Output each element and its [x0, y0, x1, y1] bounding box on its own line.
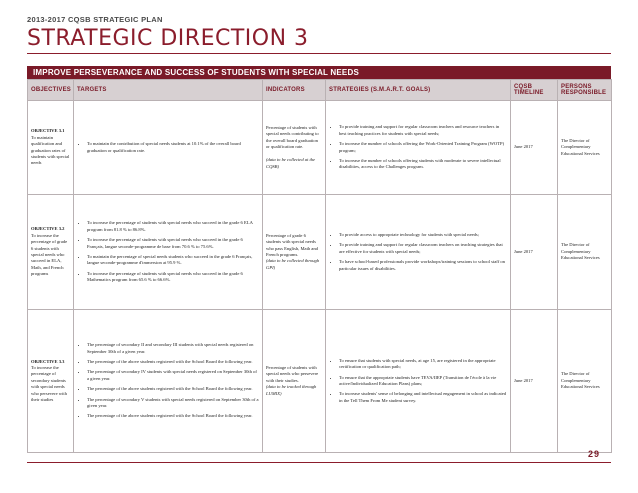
list-item: • To increase the percentage of students with special needs who succeed in the grade 6 Mathematics program from 65.6 % to 66.6%. [87, 271, 259, 284]
list-item: • The percentage of the above students registered with the School Board the following year. [87, 386, 259, 392]
targets-cell [74, 101, 263, 195]
list-item: • To increase the number of schools offering the Work-Oriented Training Program (WOTP) program; [339, 141, 507, 154]
targets-cell [74, 195, 263, 310]
objective-text: To increase the percentage of grade 6 students with special needs who succeed in ELA, Math, and French programs [31, 232, 68, 277]
timeline-cell: June 2017 [511, 101, 558, 195]
col-timeline: CQSB TIMELINE [511, 80, 558, 101]
indicator-text: Percentage of grade 6 students with special needs who pass English, Math and French programs. [266, 232, 318, 257]
responsible-cell: The Director of Complementary Educational Services [558, 101, 612, 195]
objective-title: OBJECTIVE 3.3 [31, 358, 65, 364]
strategies-list [329, 124, 507, 170]
targets-cell [74, 310, 263, 453]
col-targets: TARGETS [74, 80, 263, 101]
list-item: • To maintain the percentage of special needs students who succeed in the grade 6 Français, langue seconde-programme d'immersion at 95.9 %. [87, 254, 259, 267]
timeline-cell: June 2017 [511, 310, 558, 453]
list-item: • To have school-based professionals provide workshops/training sessions to school staff on particular issues of disabilities. [339, 259, 507, 272]
objective-text: To increase the percentage of secondary students with special needs who persevere with their studies [31, 364, 67, 403]
page-title: STRATEGIC DIRECTION 3 [27, 26, 309, 51]
list-item: • The percentage of the above students registered with the School Board the following year. [87, 413, 259, 419]
list-item: • The percentage of secondary V students with special needs registered on September 30th of a given year. [87, 397, 259, 410]
list-item: • To ensure that the appropriate students have TEVA/IIEP (Transition de l'école à la vie active/Individualized Education Plans) plans; [339, 375, 507, 388]
strategy-table [27, 79, 612, 453]
list-item: • To increase the percentage of students with special needs who succeed in the grade 6 ELA program from 81.8 % to 86.8%. [87, 220, 259, 233]
list-item: • The percentage of the above students registered with the School Board the following year. [87, 359, 259, 365]
timeline-cell: June 2017 [511, 195, 558, 310]
indicator-cell [263, 195, 326, 310]
strategies-list [329, 232, 507, 272]
list-item: • To provide training and support for regular classroom teachers on teaching strategies that are effective for students with special needs; [339, 242, 507, 255]
list-item: • To provide training and support for regular classroom teachers and resource teachers in best teaching practices for students with special needs; [339, 124, 507, 137]
indicator-text: Percentage of students with special needs contributing to the overall board graduation or qualification rate. [266, 125, 319, 150]
list-item: • The percentage of secondary II and secondary III students with special needs registered on September 30th of a given year. [87, 342, 259, 355]
col-indicators: INDICATORS [263, 80, 326, 101]
col-responsible: PERSONS RESPONSIBLE [558, 80, 612, 101]
targets-list [77, 342, 259, 420]
indicator-note: (data to be tracked through LUMIX) [266, 384, 317, 396]
title-divider [27, 53, 611, 54]
col-strategies: STRATEGIES (S.M.A.R.T. GOALS) [326, 80, 511, 101]
objective-cell [28, 101, 74, 195]
list-item: • To increase students' sense of belonging and intellectual engagement in school as indicated in the Tell Them From Me student survey. [339, 391, 507, 404]
list-item: • To provide access to appropriate technology for students with special needs; [339, 232, 507, 238]
strategies-list [329, 358, 507, 404]
strategies-cell [326, 101, 511, 195]
objective-cell [28, 195, 74, 310]
section-band: IMPROVE PERSEVERANCE AND SUCCESS OF STUDENTS WITH SPECIAL NEEDS [27, 66, 611, 79]
objective-title: OBJECTIVE 3.1 [31, 128, 65, 134]
objective-cell [28, 310, 74, 453]
indicator-note: (data to be collected through GPI) [266, 258, 320, 270]
indicator-cell [263, 310, 326, 453]
objective-title: OBJECTIVE 3.2 [31, 226, 65, 232]
targets-list [77, 141, 259, 154]
indicator-note: (data to be collected at the CQSB) [266, 157, 316, 169]
indicator-text: Percentage of students with special needs who persevere with their studies. [266, 364, 319, 383]
table-row [28, 195, 612, 310]
responsible-cell: The Director of Complementary Educational Services [558, 195, 612, 310]
strategies-cell [326, 195, 511, 310]
footer-divider [27, 462, 611, 463]
table-header-row [28, 80, 612, 101]
indicator-cell [263, 101, 326, 195]
objective-text: To maintain qualification and graduation rates of students with special needs [31, 134, 70, 166]
targets-list [77, 220, 259, 283]
table-row [28, 310, 612, 453]
list-item: • The percentage of secondary IV students with special needs registered on September 30th of a given year. [87, 369, 259, 382]
plan-label: 2013-2017 CQSB STRATEGIC PLAN [27, 15, 163, 24]
list-item: • To maintain the contribution of special needs students at 10.1% of the overall board graduation or qualification rate. [87, 141, 259, 154]
table-row [28, 101, 612, 195]
strategies-cell [326, 310, 511, 453]
list-item: • To increase the percentage of students with special needs who succeed in the grade 6 Français, langue seconde-programme de base from 70.6 % to 75.6%. [87, 237, 259, 250]
page-number: 29 [588, 449, 601, 459]
responsible-cell: The Director of Complementary Educational Services [558, 310, 612, 453]
list-item: • To ensure that students with special needs, at age 15, are registered in the appropriate certification or qualification path; [339, 358, 507, 371]
col-objectives: OBJECTIVES [28, 80, 74, 101]
list-item: • To increase the number of schools offering students with moderate to severe intellectual disabilities, access to the Challenges program. [339, 158, 507, 171]
